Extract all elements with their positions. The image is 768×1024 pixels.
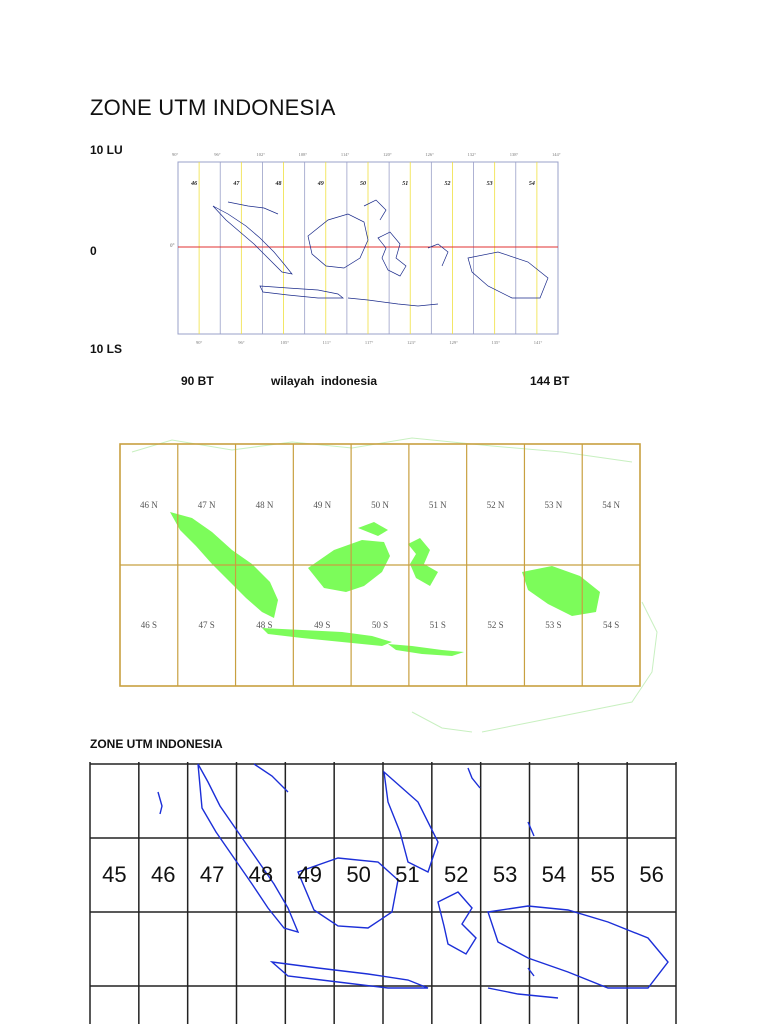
north-zone-label: 54 N xyxy=(602,500,620,510)
zone-label-47: 47 xyxy=(233,181,240,187)
bottom-tick-label: 111° xyxy=(322,340,331,345)
north-zone-label: 46 N xyxy=(140,500,158,510)
islet-3 xyxy=(468,768,480,788)
top-tick-label: 90° xyxy=(172,152,179,157)
zone-label-47: 47 xyxy=(199,862,225,887)
zone-label-46: 46 xyxy=(191,181,198,187)
top-tick-label: 132° xyxy=(467,152,477,157)
sulawesi-outline xyxy=(438,892,476,954)
page-title: ZONE UTM INDONESIA xyxy=(90,95,336,120)
caption-90-bt: 90 BT xyxy=(181,374,214,388)
bottom-tick-label: 90° xyxy=(196,340,203,345)
zone-label-53: 53 xyxy=(492,862,518,887)
zone-label-54: 54 xyxy=(528,181,535,187)
caption-144-bt: 144 BT xyxy=(530,374,570,388)
bottom-tick-label: 105° xyxy=(280,340,290,345)
top-tick-label: 108° xyxy=(298,152,308,157)
java-outline xyxy=(272,962,428,988)
utm-zone-map-2 xyxy=(112,432,664,738)
zone-label-46: 46 xyxy=(151,862,176,887)
bottom-tick-label: 96° xyxy=(238,340,245,345)
lat-label-north: 10 LU xyxy=(90,143,123,157)
top-tick-label: 102° xyxy=(256,152,266,157)
zone-grid xyxy=(120,444,640,686)
bottom-tick-label: 129° xyxy=(449,340,458,345)
zone-label-49: 49 xyxy=(317,181,324,187)
equator-tick: 0° xyxy=(170,244,175,249)
indochina-outline xyxy=(254,764,288,792)
south-zone-label: 47 S xyxy=(198,620,215,630)
zone-label-54: 54 xyxy=(541,862,567,887)
south-zone-label: 49 S xyxy=(314,620,331,630)
north-zone-label: 48 N xyxy=(255,500,274,510)
top-tick-label: 126° xyxy=(425,152,434,157)
utm-zone-map-1 xyxy=(168,148,564,348)
north-zone-label: 49 N xyxy=(313,500,332,510)
nusa-tenggara-land xyxy=(388,644,464,656)
south-zone-label: 50 S xyxy=(371,620,389,630)
lat-label-equator: 0 xyxy=(90,244,97,258)
zone-grid xyxy=(90,762,676,1024)
north-zone-label: 51 N xyxy=(428,500,447,510)
philippines-outline xyxy=(384,772,438,872)
south-zone-labels xyxy=(141,620,619,630)
zone-label-52: 52 xyxy=(444,181,451,187)
top-tick-label: 96° xyxy=(214,152,221,157)
south-zone-label: 51 S xyxy=(429,620,446,630)
north-zone-label: 53 N xyxy=(544,500,563,510)
bottom-tick-label: 141° xyxy=(533,340,543,345)
zone-label-56: 56 xyxy=(639,862,664,887)
borneo-land xyxy=(308,540,390,592)
north-zone-labels xyxy=(140,500,620,510)
north-zone-label: 52 N xyxy=(486,500,505,510)
papua-land xyxy=(522,566,600,616)
zone-label-49: 49 xyxy=(297,862,322,887)
north-zone-label: 47 N xyxy=(197,500,216,510)
utm-zone-map-3 xyxy=(88,762,678,1024)
figure-3-subtitle: ZONE UTM INDONESIA xyxy=(90,737,223,751)
zone-label-52: 52 xyxy=(444,862,469,887)
zone-label-51: 51 xyxy=(402,181,409,187)
bottom-tick-label: 135° xyxy=(491,340,501,345)
islands-land xyxy=(358,522,388,536)
south-zone-label: 53 S xyxy=(545,620,562,630)
nusa-tenggara-outline xyxy=(488,988,558,998)
top-degree-ticks xyxy=(172,152,561,157)
bottom-tick-label: 123° xyxy=(407,340,416,345)
zone-label-55: 55 xyxy=(590,862,615,887)
land-masses xyxy=(170,512,600,656)
lat-label-south: 10 LS xyxy=(90,342,123,356)
caption-wilayah-indonesia: wilayah indonesia xyxy=(271,374,378,388)
south-zone-label: 54 S xyxy=(602,620,620,630)
sumatra-outline xyxy=(198,764,298,932)
south-zone-label: 48 S xyxy=(256,620,273,630)
zone-label-48: 48 xyxy=(248,862,274,887)
zone-label-45: 45 xyxy=(102,862,127,887)
top-tick-label: 114° xyxy=(340,152,350,157)
zone-label-48: 48 xyxy=(275,181,282,187)
top-tick-label: 138° xyxy=(509,152,519,157)
sulawesi-land xyxy=(408,538,438,586)
top-tick-label: 144° xyxy=(552,152,561,157)
south-zone-label: 46 S xyxy=(140,620,158,630)
islet-1 xyxy=(158,792,162,814)
java-land xyxy=(262,628,392,646)
bottom-tick-label: 117° xyxy=(364,340,374,345)
zone-label-50: 50 xyxy=(346,862,371,887)
top-tick-label: 120° xyxy=(383,152,392,157)
zone-label-50: 50 xyxy=(360,181,366,187)
zone-label-51: 51 xyxy=(395,862,420,887)
north-zone-label: 50 N xyxy=(371,500,389,510)
bottom-degree-ticks xyxy=(196,340,543,345)
zone-label-53: 53 xyxy=(486,181,493,187)
south-zone-label: 52 S xyxy=(487,620,504,630)
